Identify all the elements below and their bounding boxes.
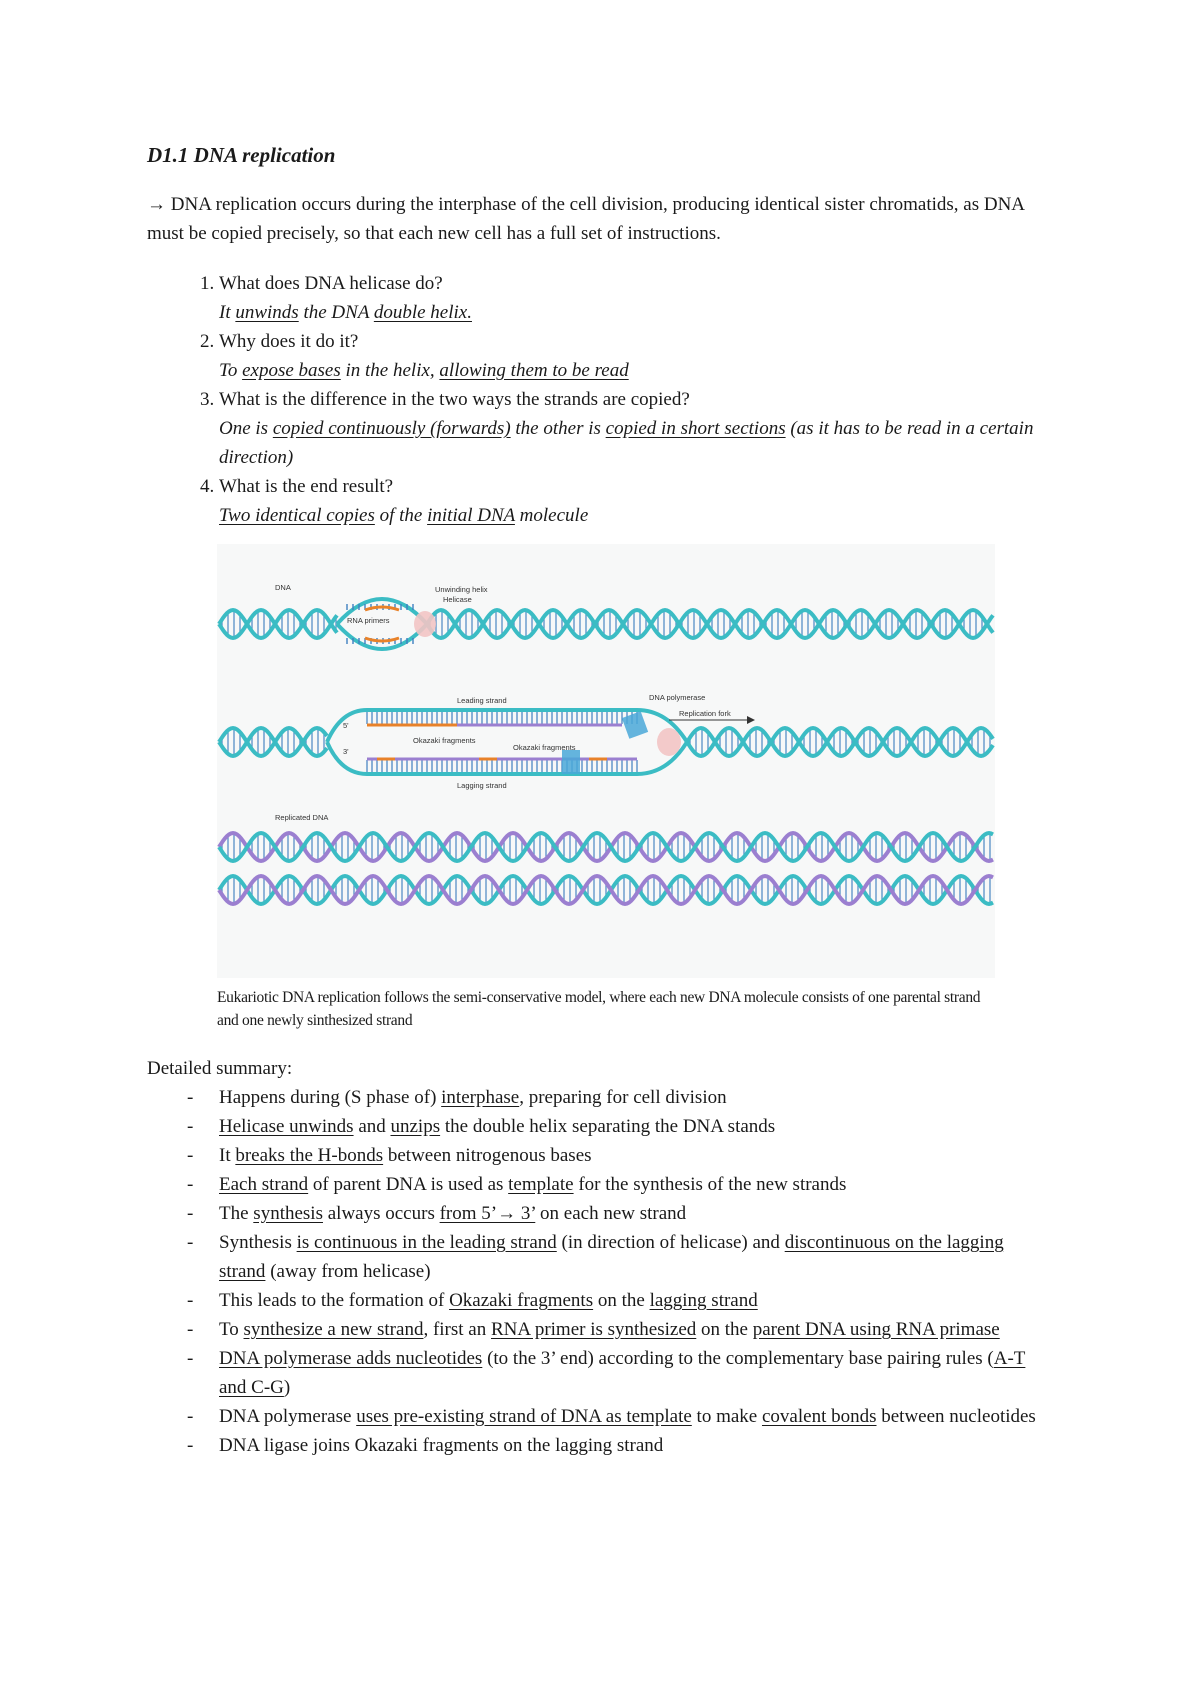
summary-item: [219, 1344, 1047, 1402]
underlined-text: lagging strand: [649, 1290, 758, 1311]
rna-primer: [365, 607, 399, 610]
underlined-text: Okazaki fragments: [449, 1290, 594, 1311]
top-helix: [219, 610, 993, 638]
text-run: DNA polymerase: [219, 1406, 357, 1427]
text-run: , preparing for cell division: [519, 1087, 727, 1108]
text-run: This leads to the formation of: [219, 1290, 450, 1311]
label-okazaki-fragments-1: Okazaki fragments: [413, 736, 476, 745]
underlined-text: expose bases: [242, 360, 341, 381]
text-run: on the: [696, 1319, 753, 1340]
text-run: (away from helicase): [265, 1261, 431, 1282]
dna-polymerase-leading: [622, 711, 648, 739]
underlined-text: synthesis: [253, 1203, 323, 1224]
answer-text: [219, 356, 1047, 385]
text-run: on each new strand: [535, 1203, 687, 1224]
replicated-helices: [219, 833, 993, 904]
text-run: between nitrogenous bases: [383, 1145, 592, 1166]
backbone-strand: [219, 610, 337, 638]
underlined-text: copied in short sections: [605, 418, 786, 439]
underlined-text: copied continuously (forwards): [272, 418, 511, 439]
text-run: to make: [691, 1406, 762, 1427]
text-run: To: [219, 1319, 244, 1340]
label-dna-polymerase: DNA polymerase: [649, 693, 706, 702]
text-run: One is: [219, 418, 273, 439]
dna-replication-diagram: [217, 544, 995, 978]
summary-item: [219, 1315, 1047, 1344]
question-text: What does DNA helicase do?: [219, 273, 443, 294]
summary-item: [219, 1083, 1047, 1112]
summary-item: [219, 1141, 1047, 1170]
text-run: To: [219, 360, 243, 381]
text-run: the other is: [510, 418, 606, 439]
label-replicated-dna: Replicated DNA: [275, 813, 329, 822]
underlined-text: uses pre-existing strand of DNA as template: [356, 1406, 692, 1427]
underlined-text: allowing them to be read: [439, 360, 629, 381]
text-run: Synthesis: [219, 1232, 297, 1253]
question-text: Why does it do it?: [219, 331, 359, 352]
answer-text: [219, 298, 1047, 327]
dna-polymerase-lagging: [562, 750, 580, 774]
label-helicase: Helicase: [443, 595, 472, 604]
underlined-text: from 5’→ 3’: [439, 1203, 536, 1224]
summary-item: [219, 1199, 1047, 1228]
label-dna: DNA: [275, 583, 291, 592]
summary-item: [219, 1402, 1047, 1431]
question-item: [219, 472, 1047, 530]
label-leading-strand: Leading strand: [457, 696, 507, 705]
text-run: always occurs: [322, 1203, 440, 1224]
answer-text: [219, 501, 1047, 530]
question-item: [219, 327, 1047, 385]
dna-replication-figure: [217, 544, 995, 978]
helicase-shape: [414, 611, 436, 637]
text-run: on the: [593, 1290, 650, 1311]
text-run: It: [219, 1145, 236, 1166]
fork-arrow-head: [747, 716, 755, 724]
rna-primer: [365, 638, 399, 641]
summary-list: [147, 1083, 1047, 1460]
summary-item: [219, 1170, 1047, 1199]
underlined-text: parent DNA using RNA primase: [752, 1319, 1000, 1340]
text-run: and: [353, 1116, 391, 1137]
underlined-text: A-T and C-G: [219, 1348, 1026, 1398]
text-run: The: [219, 1203, 254, 1224]
replication-fork-diagram: [219, 710, 993, 774]
underlined-text: DNA polymerase adds nucleotides: [219, 1348, 483, 1369]
text-run: molecule: [514, 505, 589, 526]
underlined-text: Each strand: [219, 1174, 309, 1195]
question-item: [219, 269, 1047, 327]
text-run: (as it has to be read in a certain direction): [219, 418, 1034, 468]
question-item: [219, 385, 1047, 472]
text-run: , first an: [423, 1319, 491, 1340]
underlined-text: unwinds: [235, 302, 299, 323]
text-run: the double helix separating the DNA stands: [440, 1116, 776, 1137]
label-5-prime: 5': [343, 721, 349, 730]
summary-item: [219, 1228, 1047, 1286]
question-text: What is the difference in the two ways the strands are copied?: [219, 389, 690, 410]
text-run: ): [283, 1377, 291, 1398]
page-title: D1.1 DNA replication: [147, 143, 336, 167]
text-run: (in direction of helicase) and: [556, 1232, 785, 1253]
underlined-text: interphase: [441, 1087, 520, 1108]
summary-item: [219, 1112, 1047, 1141]
label-3-prime: 3': [343, 747, 349, 756]
label-replication-fork: Replication fork: [679, 709, 731, 718]
answer-text: [219, 414, 1047, 472]
bubble-lower-strand: [337, 624, 427, 649]
summary-heading: Detailed summary:: [147, 1058, 293, 1079]
underlined-text: synthesize a new strand: [243, 1319, 424, 1340]
underlined-text: discontinuous on the lagging strand: [219, 1232, 1004, 1282]
question-list: [147, 269, 1047, 530]
text-run: Happens during (S phase of): [219, 1087, 442, 1108]
intro-paragraph: → DNA replication occurs during the interphase of the cell division, producing identical sister chromatids, as DNA must be copied precisely, so that each new cell has a full set of instructions.: [147, 194, 1024, 244]
text-run: (to the 3’ end) according to the complementary base pairing rules (: [482, 1348, 994, 1369]
text-run: between nucleotides: [876, 1406, 1036, 1427]
text-run: in the helix,: [340, 360, 440, 381]
backbone-strand: [219, 610, 337, 638]
document-body: [147, 143, 1047, 1460]
figure-caption: Eukariotic DNA replication follows the semi-conservative model, where each new DNA molecule consists of one parental strand and one newly sinthesized strand: [217, 989, 981, 1029]
label-lagging-strand: Lagging strand: [457, 781, 507, 790]
summary-item: [219, 1286, 1047, 1315]
underlined-text: double helix.: [373, 302, 472, 323]
text-run: of the: [374, 505, 428, 526]
underlined-text: RNA primer is synthesized: [491, 1319, 697, 1340]
underlined-text: template: [508, 1174, 574, 1195]
underlined-text: unzips: [390, 1116, 441, 1137]
question-text: What is the end result?: [219, 476, 394, 497]
label-rna-primers: RNA primers: [347, 616, 390, 625]
text-run: for the synthesis of the new strands: [573, 1174, 847, 1195]
label-okazaki-fragments-2: Okazaki fragments: [513, 743, 576, 752]
text-run: of parent DNA is used as: [308, 1174, 509, 1195]
underlined-text: breaks the H-bonds: [235, 1145, 384, 1166]
underlined-text: initial DNA: [427, 505, 515, 526]
summary-item: [219, 1431, 1047, 1460]
text-run: DNA ligase joins Okazaki fragments on the lagging strand: [219, 1435, 664, 1456]
helicase-shape: [657, 728, 681, 756]
underlined-text: is continuous in the leading strand: [296, 1232, 557, 1253]
text-run: the DNA: [298, 302, 374, 323]
label-unwinding-helix: Unwinding helix: [435, 585, 488, 594]
underlined-text: Helicase unwinds: [219, 1116, 354, 1137]
text-run: It: [219, 302, 236, 323]
underlined-text: covalent bonds: [761, 1406, 877, 1427]
underlined-text: Two identical copies: [219, 505, 375, 526]
